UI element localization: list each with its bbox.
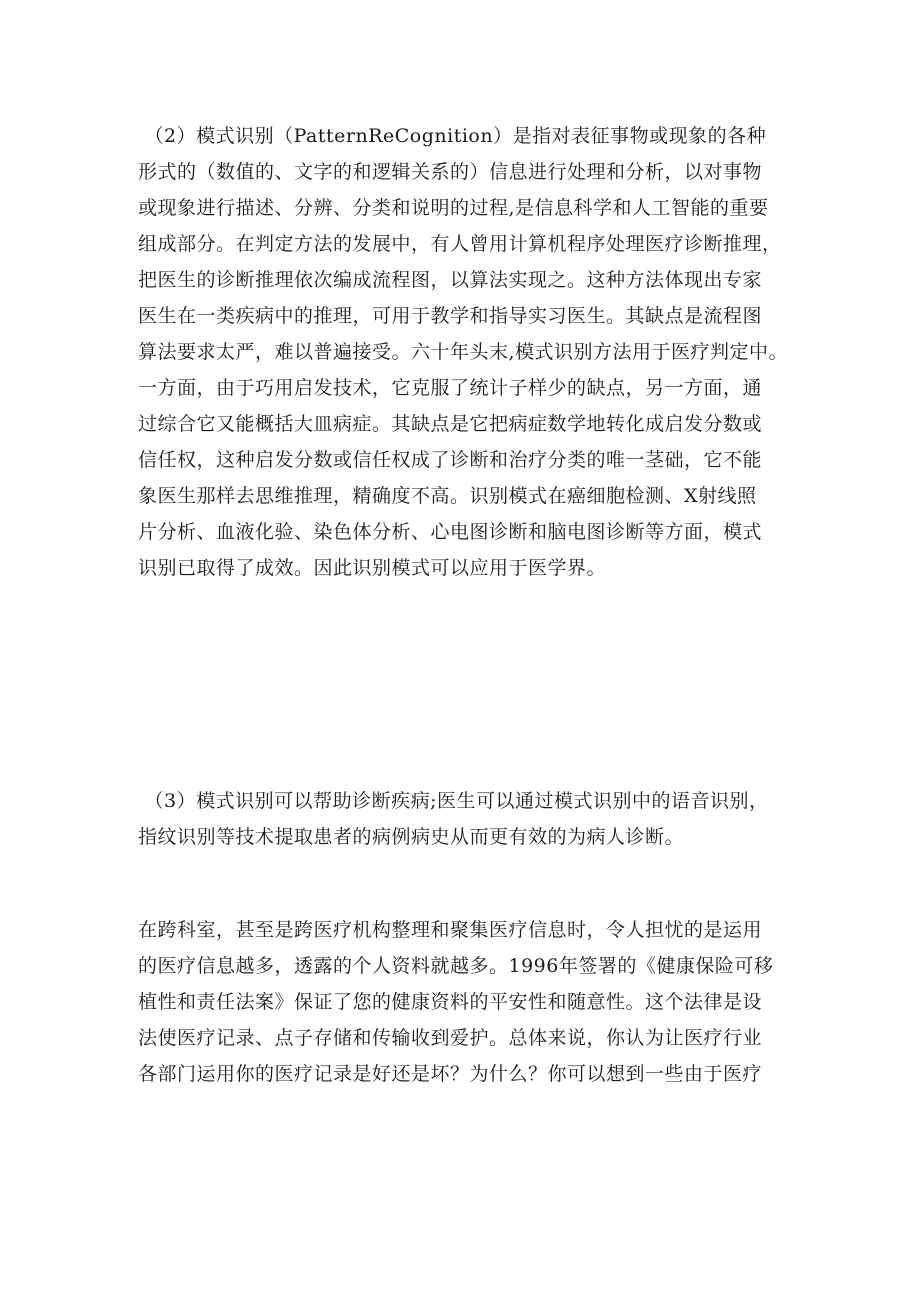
text-line: 各部门运用你的医疗记录是好还是坏？为什么？你可以想到一些由于医疗	[138, 1063, 763, 1085]
paragraph-diagnosis-help	[138, 783, 769, 855]
text-line: 植性和责任法案》保证了您的健康资料的平安性和随意性。这个法律是设	[138, 991, 763, 1013]
text-line: 医生在一类疾病中的推理，可用于教学和指导实习医生。其缺点是流程图	[138, 305, 763, 327]
text-line: （2）模式识别（PatternReCognition）是指对表征事物或现象的各种	[138, 125, 767, 147]
text-line: 算法要求太严，难以普遍接受。六十年头末,模式识别方法用于医疗判定中。	[138, 341, 789, 363]
text-line: （3）模式识别可以帮助诊断疾病;医生可以通过模式识别中的语音识别，	[138, 790, 769, 812]
text-line: 形式的（数值的、文字的和逻辑关系的）信息进行处理和分析，以对事物	[138, 161, 763, 183]
text-line: 或现象进行描述、分辨、分类和说明的过程,是信息科学和人工智能的重要	[138, 197, 769, 219]
text-line: 象医生那样去思维推理，精确度不高。识别模式在癌细胞检测、X射线照	[138, 485, 757, 507]
text-line: 指纹识别等技术提取患者的病例病史从而更有效的为病人诊断。	[138, 826, 685, 848]
paragraph-pattern-recognition-definition	[138, 118, 788, 586]
text-line: 的医疗信息越多，透露的个人资料就越多。1996年签署的《健康保险可移	[138, 955, 774, 977]
text-line: 组成部分。在判定方法的发展中，有人曾用计算机程序处理医疗诊断推理，	[138, 233, 782, 255]
paragraph-medical-privacy	[138, 912, 773, 1092]
text-line: 把医生的诊断推理依次编成流程图，以算法实现之。这种方法体现出专家	[138, 269, 763, 291]
text-line: 法使医疗记录、点子存储和传输收到爱护。总体来说，你认为让医疗行业	[138, 1027, 763, 1049]
text-line: 信任权，这种启发分数或信任权成了诊断和治疗分类的唯一茎础，它不能	[138, 449, 763, 471]
text-line: 在跨科室，甚至是跨医疗机构整理和聚集医疗信息时，令人担忧的是运用	[138, 919, 763, 941]
text-line: 识别已取得了成效。因此识别模式可以应用于医学界。	[138, 557, 607, 579]
text-line: 片分析、血液化验、染色体分析、心电图诊断和脑电图诊断等方面，模式	[138, 521, 763, 543]
text-line: 一方面，由于巧用启发技术，它克服了统计子样少的缺点，另一方面，通	[138, 377, 763, 399]
text-line: 过综合它又能概括大皿病症。其缺点是它把病症数学地转化成启发分数或	[138, 413, 763, 435]
